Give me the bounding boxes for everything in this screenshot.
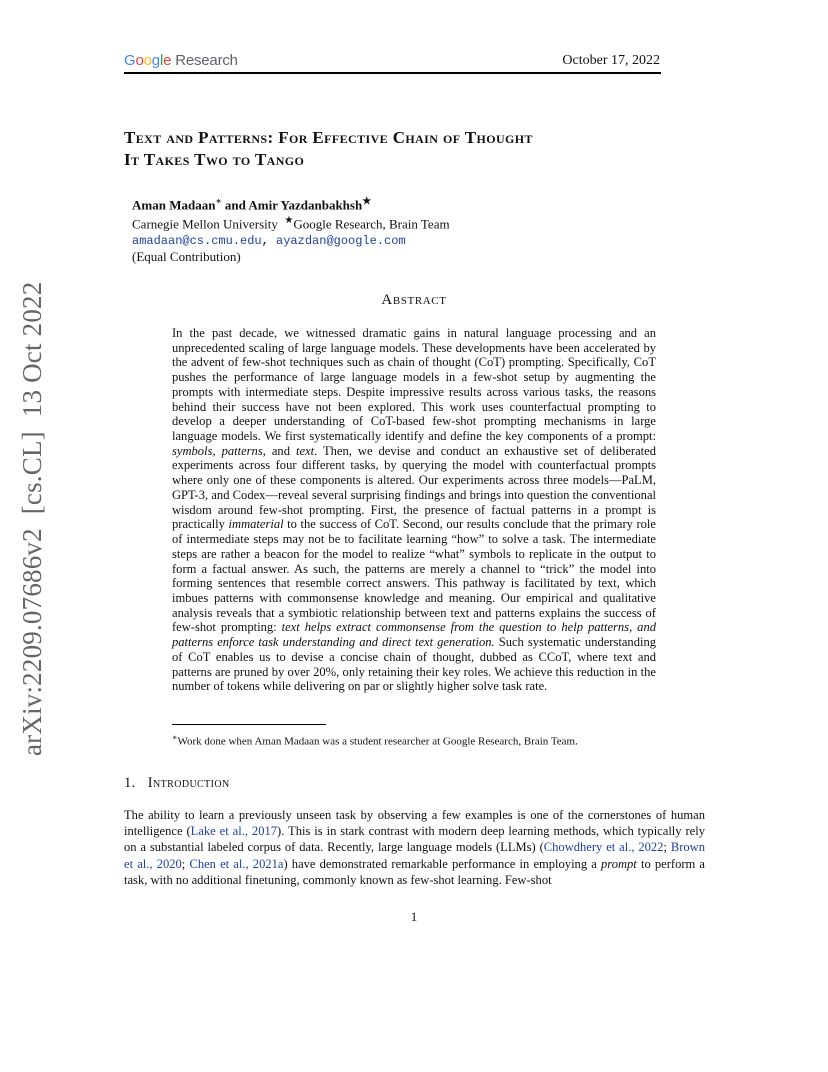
google-research-logo: Google Research: [124, 52, 238, 69]
abstract-heading: Abstract: [381, 292, 447, 308]
title-line-1: Text and Patterns: For Effective Chain of Thought: [124, 128, 533, 147]
author-emails: amadaan@cs.cmu.edu, ayazdan@google.com: [132, 233, 406, 248]
author-names: Aman Madaan∗ and Amir Yazdanbakhsh★: [132, 196, 372, 213]
footnote-rule: [172, 724, 326, 725]
author-block: [132, 194, 450, 265]
citation-lake-2017[interactable]: Lake et al., 2017: [190, 824, 278, 839]
citation-brown-2020[interactable]: Brown et al., 2020: [124, 840, 705, 871]
email-link-yazdanbakhsh[interactable]: ayazdan@google.com: [276, 233, 406, 248]
citation-chowdhery-2022[interactable]: Chowdhery et al., 2022: [543, 840, 664, 855]
email-link-madaan[interactable]: amadaan@cs.cmu.edu: [132, 233, 262, 248]
arxiv-stamp: arXiv:2209.07686v2 [cs.CL] 13 Oct 2022: [17, 281, 47, 756]
paper-title: [124, 127, 684, 171]
page-number: 1: [410, 909, 418, 924]
footnote: ∗Work done when Aman Madaan was a student researcher at Google Research, Brain Team.: [172, 733, 578, 748]
author-affiliations: Carnegie Mellon University ★Google Research, Brain Team: [132, 214, 450, 232]
abstract-body: In the past decade, we witnessed dramatic gains in natural language processing and an unprecedented scaling of large language models. These developments have been accelerated by the advent of few-shot techniques such as chain of thought (CoT) prompting. Specifically, CoT pushes the performance of large language models in a few-shot setup by augmenting the prompts with intermediate steps. Despite impressive results across various tasks, the reasons behind their success have not been explored. This work uses counterfactual prompting to develop a deeper understanding of CoT-based few-shot prompting mechanisms in large language models. We first systematically identify and define the key components of a prompt: symbols, patterns, and text. Then, we devise and conduct an exhaustive set of deliberated experiments across four different tasks, by querying the model with counterfactual prompts where only one of these components is altered. Our experiments across three models—PaLM, GPT-3, and Codex—reveal several surprising findings and brings into question the conventional wisdom around few-shot prompting. First, the presence of factual patterns in a prompt is practically immaterial to the success of CoT. Second, our results conclude that the primary role of intermediate steps may not be to facilitate learning “how” to solve a task. The intermediate steps are rather a beacon for the model to realize “what” symbols to replicate in the output to form a factual answer. As such, the patterns are merely a channel to “trick” the model into forming sentences that resemble correct answers. This pathway is facilitated by text, which imbues patterns with commonsense knowledge and meaning. Our empirical and qualitative analysis reveals that a symbiotic relationship between text and patterns explains the success of few-shot prompting: text helps extract commonsense from the question to help patterns, and patterns enforce task understanding and direct text generation. Such systematic understanding of CoT enables us to devise a concise chain of thought, dubbed as CCoT, where text and patterns are pruned by over 20%, only retaining their key roles. We achieve this reduction in the number of tokens while delivering on par or slightly higher solve task rate.: [172, 326, 657, 694]
paper-date: October 17, 2022: [562, 53, 660, 68]
title-line-2: It Takes Two to Tango: [124, 150, 305, 169]
header-rule: [124, 72, 661, 74]
introduction-paragraph: The ability to learn a previously unseen task by observing a few examples is one of the cornerstones of human intelligence (Lake et al., 2017). This is in stark contrast with modern deep learning methods, which typically rely on a substantial labeled corpus of data. Recently, large language models (LLMs) (Chowdhery et al., 2022; Brown et al., 2020; Chen et al., 2021a) have demonstrated remarkable performance in employing a prompt to perform a task, with no additional finetuning, commonly known as few-shot learning. Few-shot: [124, 808, 706, 887]
section-heading-introduction: 1. Introduction: [124, 775, 230, 791]
equal-contribution-note: (Equal Contribution): [132, 249, 241, 265]
citation-chen-2021a[interactable]: Chen et al., 2021a: [189, 856, 284, 871]
